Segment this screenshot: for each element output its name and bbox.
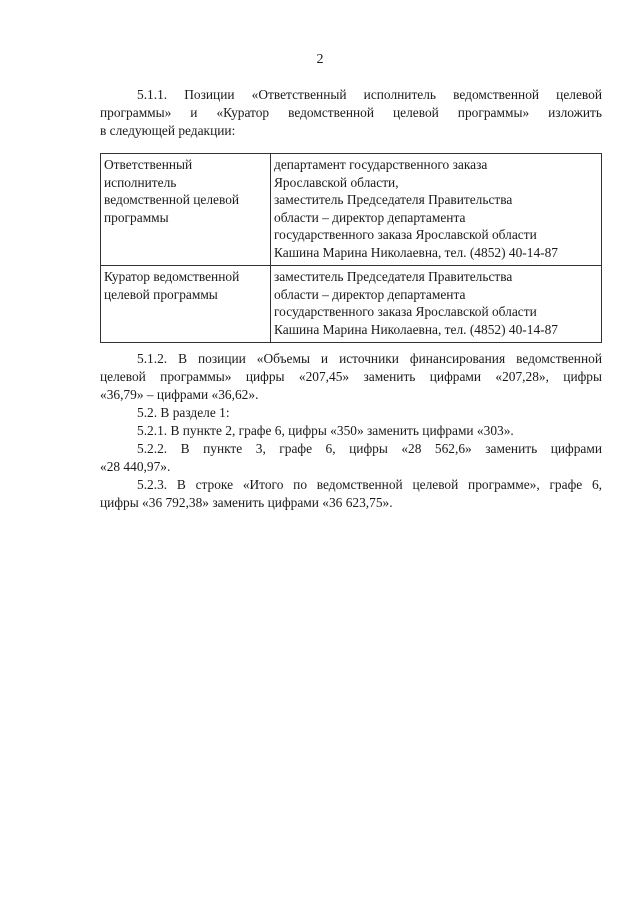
cell-line: ведомственной целевой xyxy=(104,192,240,207)
paragraph-5-1-1 xyxy=(100,86,602,140)
text-line: цифры «36 792,38» заменить цифрами «36 623,75». xyxy=(100,495,393,510)
text-line: 5.2.2. В пункте 3, графе 6, цифры «28 562,6» заменить цифрами xyxy=(137,441,602,456)
cell-line: исполнитель xyxy=(104,174,177,190)
table-cell-label xyxy=(101,154,271,266)
text-line: в следующей редакции: xyxy=(100,123,236,138)
cell-line: Куратор ведомственной xyxy=(104,269,240,284)
cell-line: государственного заказа Ярославской области xyxy=(274,304,537,319)
cell-line: области – директор департамента xyxy=(274,209,466,225)
text-line: программы» и «Куратор ведомственной целевой программы» изложить xyxy=(100,105,602,120)
paragraph-5-2 xyxy=(100,404,602,422)
program-info-table xyxy=(100,153,602,343)
table-row xyxy=(101,266,602,343)
table-cell-label xyxy=(101,266,271,343)
paragraph-5-2-2 xyxy=(100,440,602,476)
cell-line: Ярославской области, xyxy=(274,174,399,190)
paragraph-5-2-3 xyxy=(100,476,602,512)
cell-line: департамент государственного заказа xyxy=(274,157,488,172)
cell-line: заместитель Председателя Правительства xyxy=(274,192,513,207)
paragraph-5-1-2 xyxy=(100,350,602,404)
text-line: 5.2.3. В строке «Итого по ведомственной целевой программе», графе 6, xyxy=(137,477,602,492)
text-line: «28 440,97». xyxy=(100,459,171,474)
cell-line: целевой программы xyxy=(104,286,218,302)
cell-line: Кашина Марина Николаевна, тел. (4852) 40-14-87 xyxy=(274,321,558,337)
text-line: 5.2. В разделе 1: xyxy=(137,405,230,420)
text-line: целевой программы» цифры «207,45» заменить цифрами «207,28», цифры xyxy=(100,369,602,384)
cell-line: программы xyxy=(104,209,169,225)
text-line: 5.1.2. В позиции «Объемы и источники финансирования ведомственной xyxy=(137,351,602,366)
page-number: 2 xyxy=(316,52,324,67)
cell-line: Кашина Марина Николаевна, тел. (4852) 40-14-87 xyxy=(274,244,558,260)
cell-line: Ответственный xyxy=(104,157,193,172)
text-line: «36,79» – цифрами «36,62». xyxy=(100,387,259,402)
cell-line: области – директор департамента xyxy=(274,286,466,302)
text-line: 5.2.1. В пункте 2, графе 6, цифры «350» заменить цифрами «303». xyxy=(137,423,514,438)
table-cell-value xyxy=(271,154,602,266)
table-cell-value xyxy=(271,266,602,343)
cell-line: государственного заказа Ярославской области xyxy=(274,227,537,242)
cell-line: заместитель Председателя Правительства xyxy=(274,269,513,284)
table-row xyxy=(101,154,602,266)
text-line: 5.1.1. Позиции «Ответственный исполнитель ведомственной целевой xyxy=(137,87,602,102)
paragraph-5-2-1 xyxy=(100,422,602,440)
